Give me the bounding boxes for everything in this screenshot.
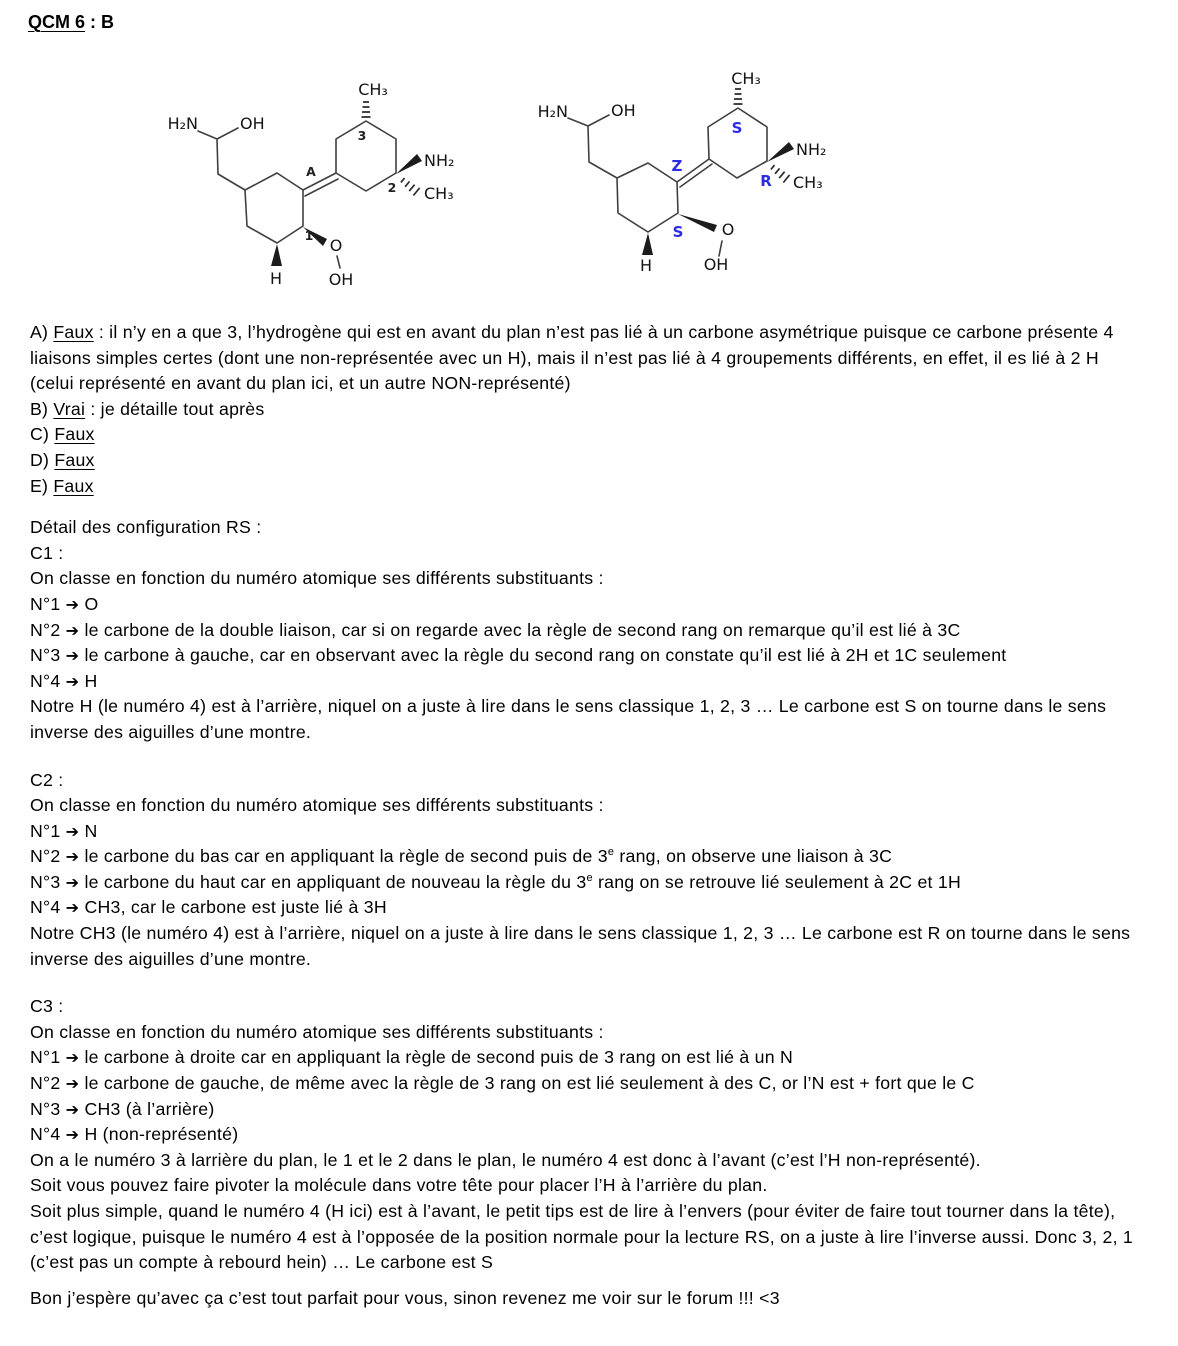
priority-item: N°3 ➔ le carbone du haut car en appliquant de nouveau la règle du 3e rang on se retrouve lié seulement à 2C et 1H [30,871,961,892]
atom-label-peroxide-oh: OH [703,255,729,274]
arrow-icon: ➔ [65,898,80,918]
verdict-c: Faux [54,424,95,445]
wedge-h [642,233,653,255]
arrow-icon: ➔ [65,594,80,614]
answer-line-c: C) Faux [30,424,95,445]
arrow-icon: ➔ [65,671,80,691]
arrow-icon: ➔ [65,1048,80,1068]
priority-item: N°1 ➔ N [30,820,98,841]
priority-item: N°3 ➔ le carbone à gauche, car en observant avec la règle du second rang on constate qu’il est lié à 2H et 1C seulement [30,645,1007,666]
priority-item: N°2 ➔ le carbone du bas car en appliquant la règle de second puis de 3e rang, on observe une liaison à 3C [30,846,893,867]
section-conclusion: On a le numéro 3 à larrière du plan, le 1 et le 2 dans le plan, le numéro 4 est donc à l’avant (c’est l’H non-représenté). [30,1149,981,1170]
detail-heading: Détail des configuration RS : [30,517,262,538]
carbon-3-number: 3 [357,128,367,143]
qcm-answer: : B [85,12,115,32]
atom-label-methyl-top: CH₃ [731,69,761,88]
arrow-icon: ➔ [65,620,80,640]
priority-item: N°4 ➔ CH3, car le carbone est juste lié à 3H [30,897,387,918]
section-conclusion: Notre H (le numéro 4) est à l’arrière, niquel on a juste à lire dans le sens classique 1, 2, 3 … Le carbone est S on tourne dans le sens inverse des aiguilles d’une montre. [30,696,1107,742]
section-c1 [30,541,1140,746]
section-label: C3 : [30,996,64,1017]
verdict-e: Faux [53,475,94,496]
atom-label-methyl-top: CH₃ [358,80,388,99]
wedge-nh2 [396,154,422,174]
double-bond-label-a: A [306,164,316,179]
atom-label-hydrogen: H [639,256,653,275]
molecule-diagrams [0,0,1178,310]
atom-label-amine: H₂N [167,114,198,133]
wedge-o [678,214,717,232]
atom-label-methyl-side: CH₃ [424,184,454,203]
arrow-icon: ➔ [65,847,80,867]
section-conclusion: Notre CH3 (le numéro 4) est à l’arrière, niquel on a juste à lire dans le sens classique 1, 2, 3 … Le carbone est R on tourne dans le sens inverse des aiguilles d’une montre. [30,923,1131,969]
atom-label-amine: H₂N [537,102,568,121]
atom-label-oxygen: O [721,220,735,239]
atom-label-oxygen: O [329,236,343,255]
section-intro: On classe en fonction du numéro atomique ses différents substituants : [30,795,604,816]
section-label: C2 : [30,769,64,790]
atom-label-amino: NH₂ [424,151,455,170]
section-intro: On classe en fonction du numéro atomique ses différents substituants : [30,568,604,589]
section-c2 [30,768,1140,973]
qcm-number: QCM 6 [28,12,86,32]
answer-line-d: D) Faux [30,449,95,470]
verdict-a: Faux [53,322,94,342]
molecule-labeled [538,69,827,275]
priority-item: N°3 ➔ CH3 (à l’arrière) [30,1098,215,1119]
answer-line-e: E) Faux [30,475,94,496]
arrow-icon: ➔ [65,821,80,841]
section-intro: On classe en fonction du numéro atomique ses différents substituants : [30,1021,604,1042]
atom-label-peroxide-oh: OH [328,270,354,289]
carbon-1-number: 1 [304,228,314,243]
atom-label-amino: NH₂ [796,140,827,159]
arrow-icon: ➔ [65,872,80,892]
arrow-icon: ➔ [65,1125,80,1145]
verdict-d: Faux [54,449,95,470]
section-c3 [30,994,1140,1276]
stereo-label-z: Z [671,157,683,175]
atom-label-hydroxyl: OH [611,101,636,120]
molecule-unlabeled [168,80,455,289]
stereo-label-r: R [760,172,772,190]
priority-item: N°4 ➔ H [30,670,98,691]
arrow-icon: ➔ [65,1074,80,1094]
priority-item: N°1 ➔ O [30,593,99,614]
priority-item: N°4 ➔ H (non-représenté) [30,1124,239,1145]
wedge-nh2 [767,142,794,162]
priority-item: N°1 ➔ le carbone à droite car en appliquant la règle de second puis de 3 rang on est lié à un N [30,1047,794,1068]
arrow-icon: ➔ [65,1099,80,1119]
atom-label-hydroxyl: OH [240,114,265,133]
answer-line-a: A) Faux : il n’y en a que 3, l’hydrogène qui est en avant du plan n’est pas lié à un carbone asymétrique puisque ce carbone présente 4 liaisons simples certes (dont une non-représentée avec un H), mais il n’est pas lié à 4 groupements différents, en effet, il es lié à 2 H (celui représenté en avant du plan ici, et un autre NON-représenté) [30,322,1114,394]
stereo-label-s-bottom: S [672,223,684,241]
stereo-label-s-top: S [731,119,743,137]
closing-message: Bon j’espère qu’avec ça c’est tout parfait pour vous, sinon revenez me voir sur le forum !!! <3 [30,1287,780,1308]
answer-text [30,320,1140,1311]
atom-label-methyl-side: CH₃ [793,173,823,192]
section-conclusion: Soit vous pouvez faire pivoter la molécule dans votre tête pour placer l’H à l’arrière du plan. [30,1175,768,1196]
carbon-2-number: 2 [387,180,397,195]
atom-label-hydrogen: H [269,269,283,288]
section-label: C1 : [30,542,64,563]
answer-line-b: B) Vrai : je détaille tout après [30,398,265,419]
section-conclusion: Soit plus simple, quand le numéro 4 (H ici) est à l’avant, le petit tips est de lire à l’envers (pour éviter de faire tout tourner dans la tête), c’est logique, puisque le numéro 4 est à l’opposée de la position normale pour la lecture RS, on a juste à lire l’inverse aussi. Donc 3, 2, 1 (c’est pas un compte à rebourd hein) … Le carbone est S [30,1201,1134,1273]
arrow-icon: ➔ [65,646,80,666]
wedge-h [271,244,282,266]
priority-item: N°2 ➔ le carbone de gauche, de même avec la règle de 3 rang on est lié seulement à des C, or l’N est + fort que le C [30,1073,975,1094]
verdict-b: Vrai [53,398,86,419]
priority-item: N°2 ➔ le carbone de la double liaison, car si on regarde avec la règle de second rang on remarque qu’il est lié à 3C [30,619,961,640]
